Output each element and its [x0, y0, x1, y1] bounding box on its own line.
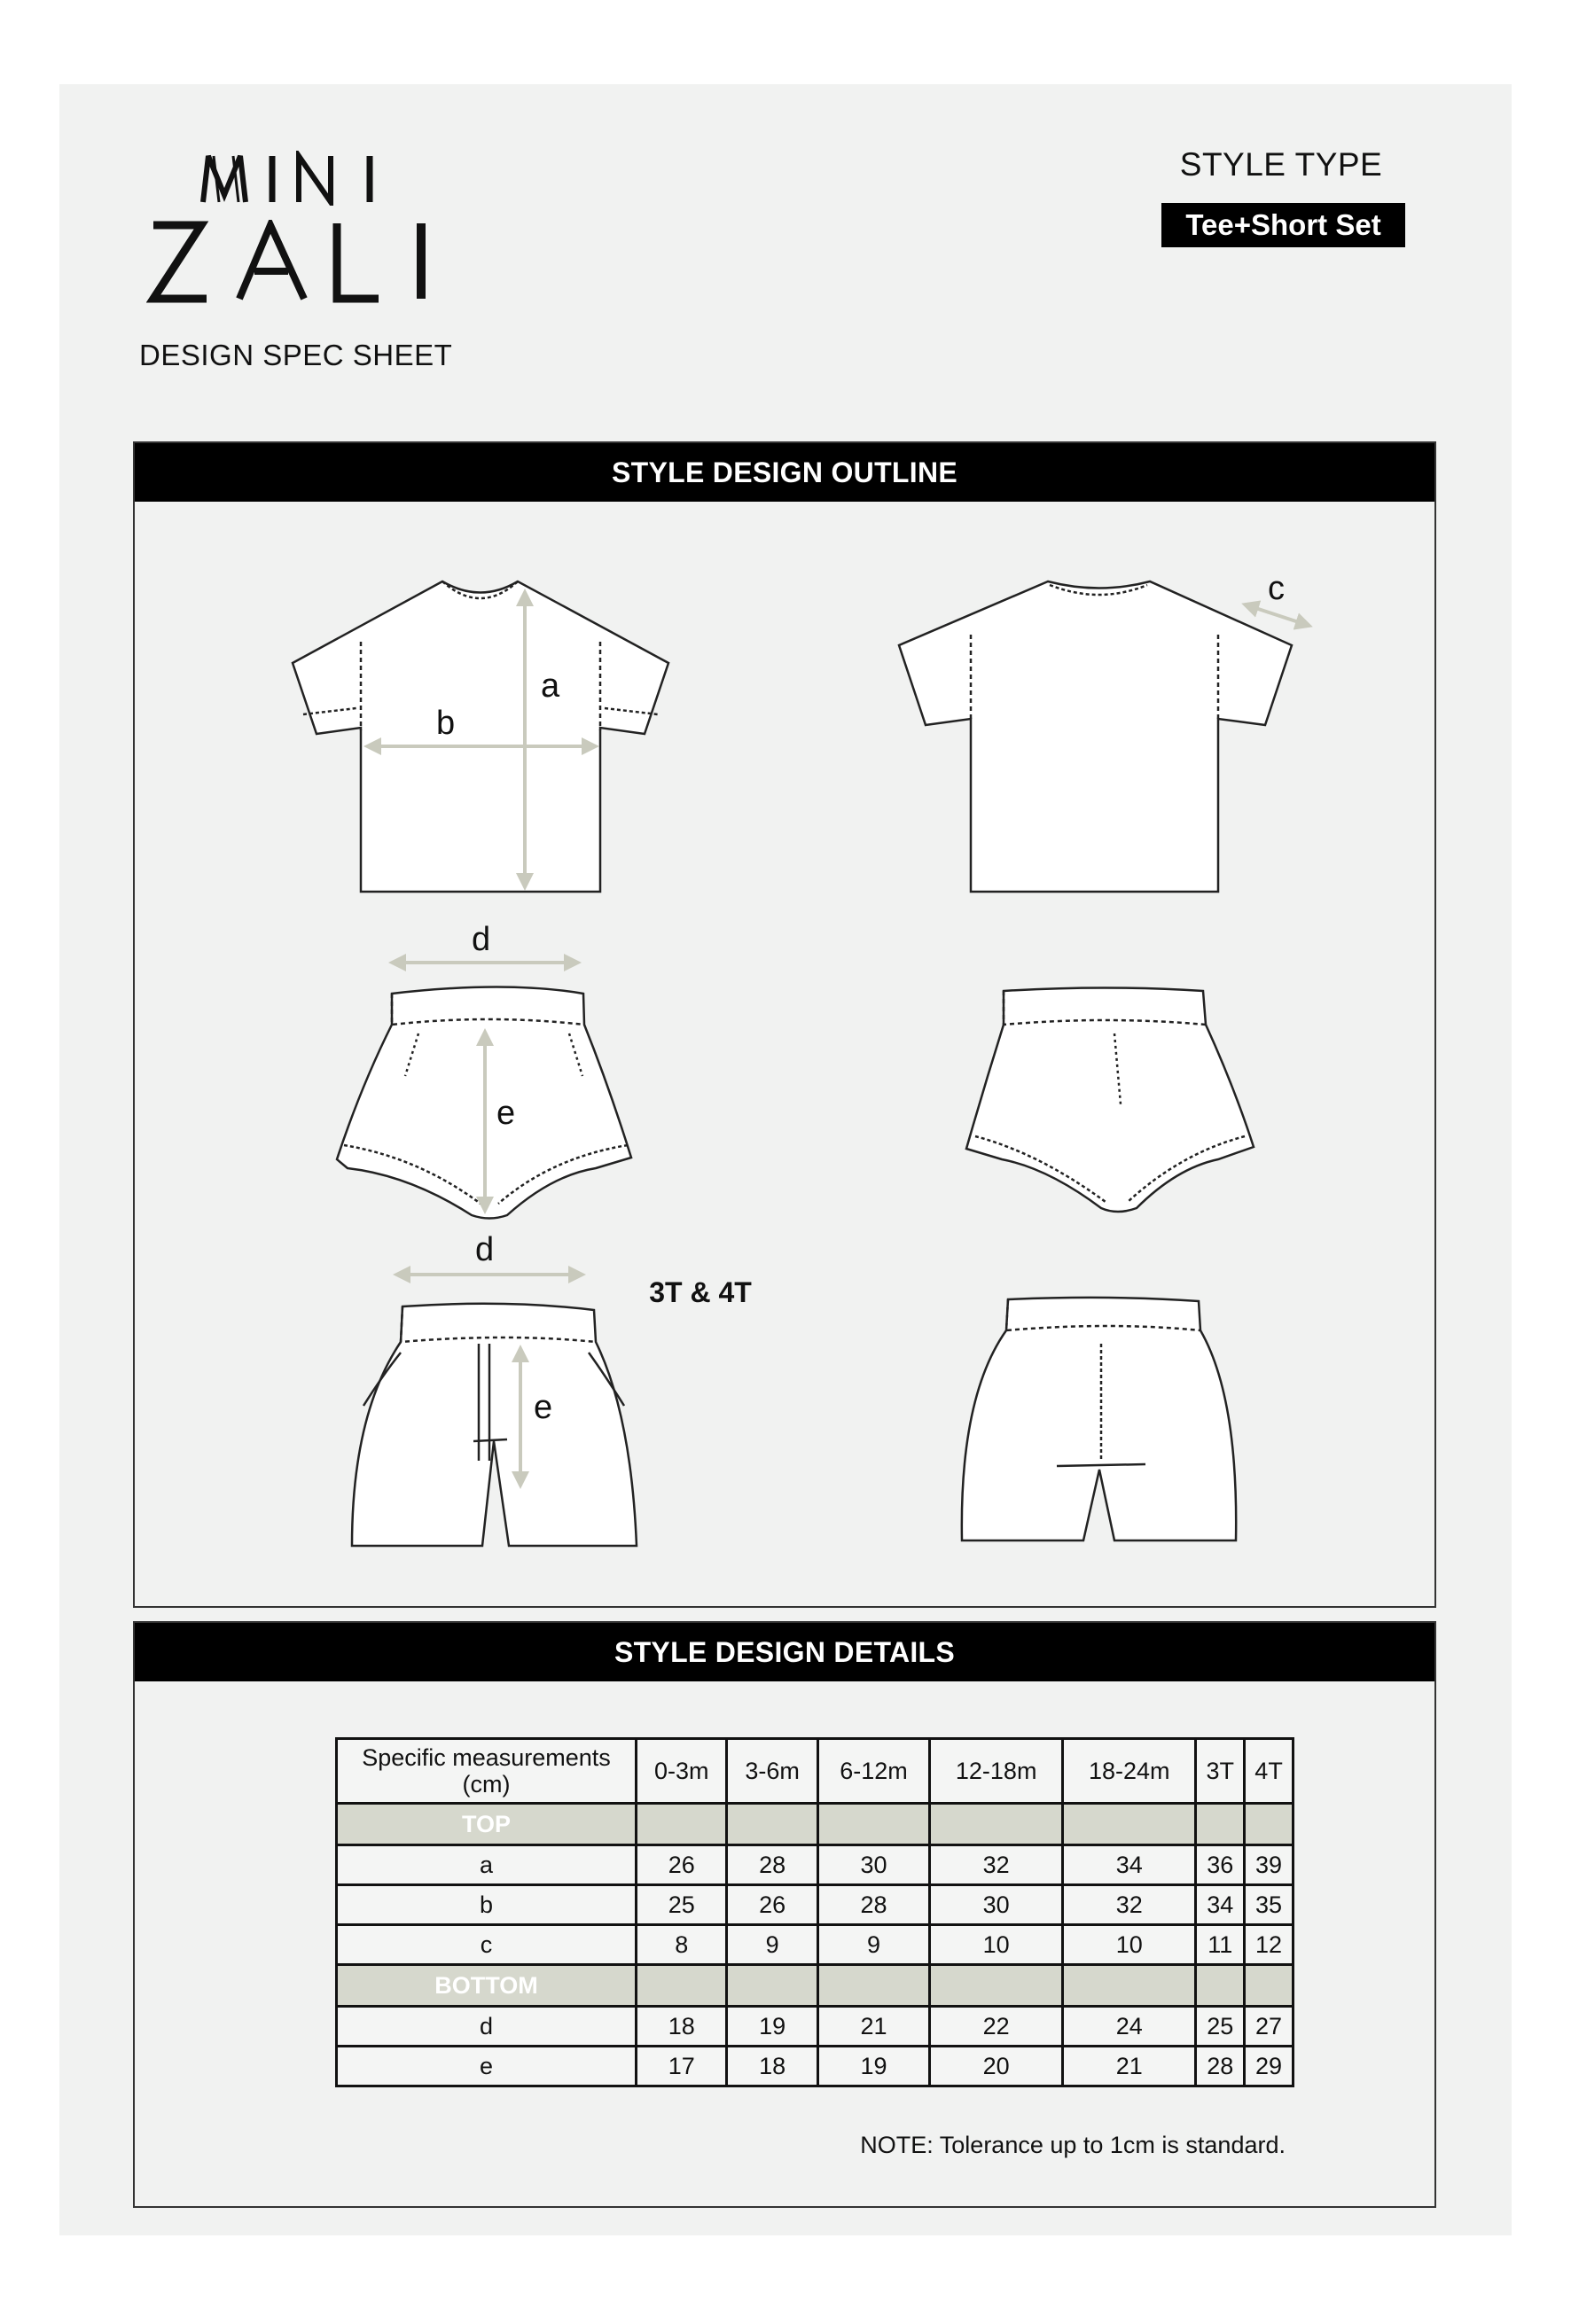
marker-b: b: [436, 705, 456, 742]
row-label: c: [337, 1925, 637, 1965]
size-header: 18-24m: [1063, 1739, 1196, 1804]
table-cell: 35: [1245, 1885, 1294, 1925]
row-label: b: [337, 1885, 637, 1925]
table-cell: 30: [930, 1885, 1063, 1925]
table-cell: 18: [637, 2007, 727, 2047]
marker-e-bottom: e: [534, 1389, 553, 1426]
table-row: [337, 2047, 1294, 2086]
table-row: [337, 1885, 1294, 1925]
size-header: 3-6m: [727, 1739, 817, 1804]
table-cell: 22: [930, 2007, 1063, 2047]
shorts-back-drawing: [966, 988, 1254, 1213]
table-header-row: [337, 1739, 1294, 1804]
size-note-3t-4t: 3T & 4T: [649, 1276, 752, 1308]
table-cell: 19: [727, 2007, 817, 2047]
section-label: TOP: [337, 1804, 637, 1845]
table-cell: 9: [817, 1925, 929, 1965]
table-cell: 27: [1245, 2007, 1294, 2047]
marker-c: c: [1268, 570, 1285, 607]
table-cell: 25: [637, 1885, 727, 1925]
section-row-top: [337, 1804, 1294, 1845]
table-cell: 39: [1245, 1845, 1294, 1885]
table-cell: 26: [727, 1885, 817, 1925]
table-cell: 20: [930, 2047, 1063, 2086]
garment-drawings: [135, 502, 1434, 1606]
table-cell: 30: [817, 1845, 929, 1885]
row-label: e: [337, 2047, 637, 2086]
table-row: [337, 1845, 1294, 1885]
table-cell: 9: [727, 1925, 817, 1965]
table-cell: 28: [817, 1885, 929, 1925]
brand-logo-zali: [146, 220, 439, 304]
table-row: [337, 2007, 1294, 2047]
brand-logo-mini: [199, 151, 381, 206]
spec-sheet-title: DESIGN SPEC SHEET: [139, 339, 453, 371]
table-cell: 21: [817, 2007, 929, 2047]
outline-panel-header: STYLE DESIGN OUTLINE: [135, 443, 1434, 502]
style-type-badge: Tee+Short Set: [1161, 203, 1405, 247]
table-cell: 29: [1245, 2047, 1294, 2086]
long-shorts-back-drawing: [962, 1298, 1236, 1540]
size-header: 4T: [1245, 1739, 1294, 1804]
marker-e-top: e: [496, 1095, 516, 1132]
table-cell: 28: [1196, 2047, 1245, 2086]
table-cell: 26: [637, 1845, 727, 1885]
row-label: d: [337, 2007, 637, 2047]
measurement-label-header: Specific measurements (cm): [337, 1739, 637, 1804]
table-cell: 17: [637, 2047, 727, 2086]
section-label: BOTTOM: [337, 1965, 637, 2007]
table-cell: 34: [1063, 1845, 1196, 1885]
style-design-outline-panel: [133, 441, 1436, 1608]
marker-d-top: d: [472, 921, 491, 958]
table-cell: 21: [1063, 2047, 1196, 2086]
table-cell: 11: [1196, 1925, 1245, 1965]
size-header: 3T: [1196, 1739, 1245, 1804]
measurement-table: [335, 1737, 1294, 2087]
table-cell: 18: [727, 2047, 817, 2086]
tolerance-note: NOTE: Tolerance up to 1cm is standard.: [860, 2132, 1286, 2158]
tee-front-drawing: [293, 581, 668, 892]
tee-back-drawing: [899, 581, 1292, 892]
style-type-label: STYLE TYPE: [1179, 146, 1383, 183]
size-header: 6-12m: [817, 1739, 929, 1804]
section-row-bottom: [337, 1965, 1294, 2007]
table-cell: 28: [727, 1845, 817, 1885]
size-header: 0-3m: [637, 1739, 727, 1804]
size-header: 12-18m: [930, 1739, 1063, 1804]
table-cell: 32: [930, 1845, 1063, 1885]
table-cell: 34: [1196, 1885, 1245, 1925]
long-shorts-front-drawing: [352, 1304, 637, 1546]
table-cell: 12: [1245, 1925, 1294, 1965]
details-panel-header: STYLE DESIGN DETAILS: [135, 1623, 1434, 1681]
table-cell: 10: [1063, 1925, 1196, 1965]
table-cell: 25: [1196, 2007, 1245, 2047]
table-cell: 19: [817, 2047, 929, 2086]
table-cell: 8: [637, 1925, 727, 1965]
table-cell: 32: [1063, 1885, 1196, 1925]
marker-d-bottom: d: [475, 1231, 495, 1268]
table-cell: 10: [930, 1925, 1063, 1965]
table-cell: 24: [1063, 2007, 1196, 2047]
marker-a: a: [541, 667, 560, 705]
table-cell: 36: [1196, 1845, 1245, 1885]
table-row: [337, 1925, 1294, 1965]
row-label: a: [337, 1845, 637, 1885]
